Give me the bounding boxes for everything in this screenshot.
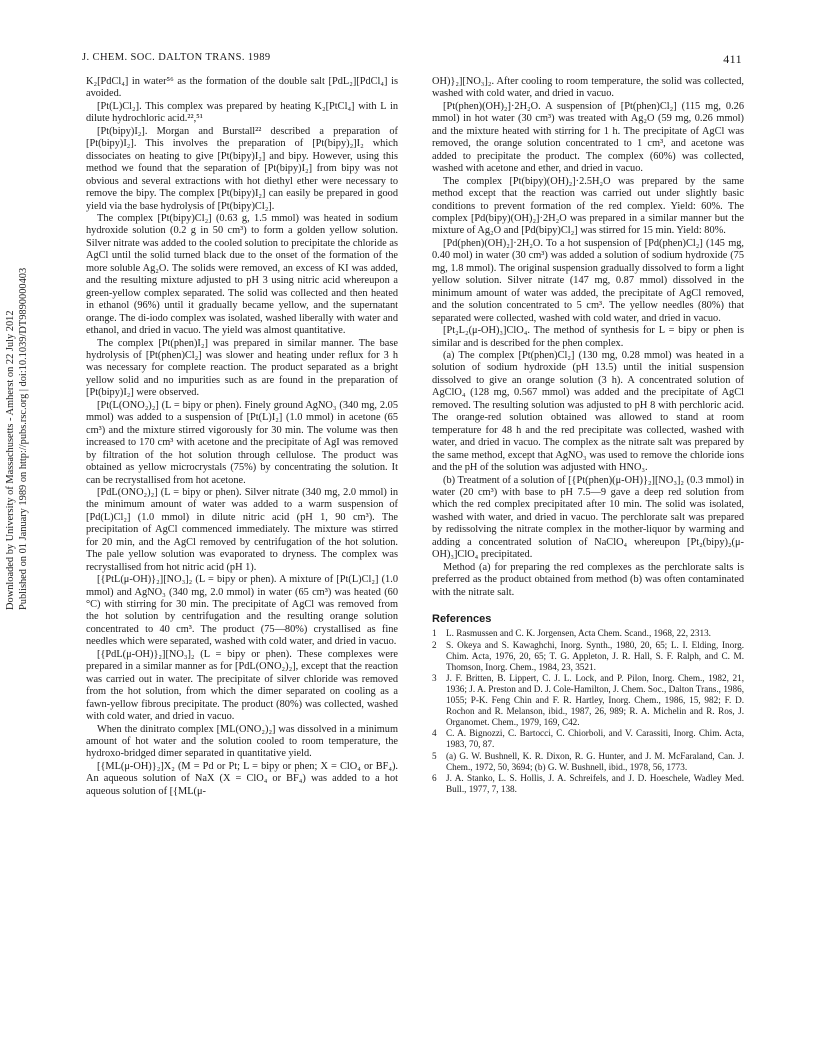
references-heading: References [432,613,492,626]
paragraph: When the dinitrato complex [ML(ONO₂)₂] was dissolved in a minimum amount of hot water and the solution cooled to room temperature, the hydroxo-bridged dimer separated in quantitative yield. [86,723,398,760]
journal-title: J. CHEM. SOC. DALTON TRANS. 1989 [82,52,271,63]
paragraph: OH)}₂][NO₃]₂. After cooling to room temperature, the solid was collected, washed with cold water, and dried in vacuo. [432,76,744,100]
paragraph: [Pt(bipy)I₂]. Morgan and Burstall²² described a preparation of [Pt(bipy)I₂]. This involves the preparation of [Pt(bipy)₂]I₂ which dissociates on heating to give [Pt(bipy)I₂] and bipy. However, using this method we found that the separation of [Pt(bipy)I₂] from bipy was not obvious and several extractions with hot diethyl ether were necessary to remove the bipy. The complex [Pt(bipy)I₂] can easily be prepared in good yield via the base hydrolysis of [Pt(bipy)Cl₂]. [86,125,398,212]
paragraph: [Pt(L)Cl₂]. This complex was prepared by heating K₂[PtCl₄] with L in dilute hydrochloric acid.²²,⁵¹ [86,100,398,125]
reference-item [432,773,744,795]
paragraph: (b) Treatment of a solution of [{Pt(phen)(μ-OH)}₂][NO₃]₂ (0.3 mmol) in water (20 cm³) with base to pH 7.5—9 gave a deep red solution from which the red complex precipitated after 10 min. The solid was isolated, washed with water, and dried in vacuo. The perchlorate salt was prepared by redissolving the nitrate complex in the mother-liquor by warming and adding a concentrated solution of NaClO₄ whereupon [Pt₂(bipy)₂(μ-OH)₃]ClO₄ precipitated. [432,474,744,561]
paragraph: [Pt₂L₂(μ-OH)₃]ClO₄. The method of synthesis for L = bipy or phen is similar and is described for the phen complex. [432,325,744,349]
paragraph: (a) The complex [Pt(phen)Cl₂] (130 mg, 0.28 mmol) was heated in a solution of sodium hydroxide (pH 13.5) until the initial suspension dissolved to give an orange solution (3 h). A concentrated solution of AgClO₄ (128 mg, 0.567 mmol) was added and the precipitate of AgCl removed. The resulting solution was adjusted to pH 8 with perchloric acid. The orange-red solution obtained was allowed to stand at room temperature for 48 h and the red precipitate was collected, washed with water, and dried in vacuo. The complex as the nitrate salt was prepared by the same method, except that AgNO₃ was used to remove the chloride ions and the pH of the solution was adjusted with HNO₃. [432,349,744,474]
reference-item [432,673,744,728]
reference-text: J. A. Stanko, L. S. Hollis, J. A. Schreifels, and J. D. Hoeschele, Wadley Med. Bull., 1977, 7, 138. [446,772,744,794]
reference-item [432,640,744,673]
paragraph: [PdL(ONO₂)₂] (L = bipy or phen). Silver nitrate (340 mg, 2.0 mmol) in the minimum amount of water was added to a warm suspension of [Pd(L)Cl₂] (1.0 mmol) in dilute nitric acid (pH 1, 90 cm³). The precipitation of AgCl commenced immediately. The mixture was stirred for 20 min, and the AgCl removed by centrifugation of the hot solution. The pale yellow solution was evaporated to dryness. The complex was recrystallised from hot nitric acid (pH 1). [86,486,398,573]
page-number: 411 [723,52,742,66]
paragraph: [Pt(phen)(OH)₂]·2H₂O. A suspension of [Pt(phen)Cl₂] (115 mg, 0.26 mmol) in hot water (30 cm³) was treated with Ag₂O (59 mg, 0.26 mmol) and the mixture heated with stirring for 1 h. The precipitate of AgCl was removed, the orange solution concentrated to 1 cm³, and acetone was added to precipitate the product. The complex (60%) was collected, washed with acetone and ether, and dried in vacuo. [432,100,744,175]
paragraph: Method (a) for preparing the red complexes as the perchlorate salts is preferred as the product obtained from method (b) was often contaminated with the nitrate salt. [432,561,744,598]
reference-item [432,728,744,750]
reference-text: J. F. Britten, B. Lippert, C. J. L. Lock, and P. Pilon, Inorg. Chem., 1982, 21, 1936; J. A. Preston and D. J. Cole-Hamilton, J. Chem. Soc., Dalton Trans., 1986, 1055; P-K. Feng Chin and F. R. Hartley, Inorg. Chem., 1986, 15, 982; F. D. Rochon and R. Melanson, ibid., 1987, 26, 989; R. A. Michelin and R. Ros, J. Organomet. Chem., 1979, 169, C42. [446,672,744,728]
watermark-line-1: Downloaded by University of Massachusetts - Amherst on 22 July 2012 [5,310,16,610]
reference-number: 2 [432,639,437,650]
reference-text: S. Okeya and S. Kawaghchi, Inorg. Synth., 1980, 20, 65; L. I. Elding, Inorg. Chim. Acta, 1976, 20, 65; T. G. Appleton, J. R. Hall, S. F. Ralph, and C. M. Thomson, Inorg. Chem., 1984, 23, 3521. [446,639,744,672]
reference-number: 3 [432,672,437,683]
paragraph: The complex [Pt(bipy)(OH)₂]·2.5H₂O was prepared by the same method except that the reaction was carried out under slightly basic conditions to prevent formation of the red complex. Yield: 60%. The complex [Pd(bipy)(OH)₂]·2H₂O was prepared in a similar manner but the mixture of Ag₂O and [Pd(bipy)Cl₂] was stirred for 15 min. Yield: 80%. [432,175,744,237]
watermark-line-2: Published on 01 January 1989 on http://pubs.rsc.org | doi:10.1039/DT9890000403 [18,267,29,610]
paragraph: [{ML(μ-OH)}₂]X₂ (M = Pd or Pt; L = bipy or phen; X = ClO₄ or BF₄). An aqueous solution of NaX (X = ClO₄ or BF₄) was added to a hot aqueous solution of [{ML(μ- [86,760,398,797]
reference-number: 4 [432,728,437,739]
reference-item [432,751,744,773]
reference-text: L. Rasmussen and C. K. Jorgensen, Acta Chem. Scand., 1968, 22, 2313. [446,628,711,639]
left-column [86,76,398,798]
reference-text: C. A. Bignozzi, C. Bartocci, C. Chiorboli, and V. Carassiti, Inorg. Chim. Acta, 1983, 70, 87. [446,728,744,750]
paragraph: The complex [Pt(phen)I₂] was prepared in similar manner. The base hydrolysis of [Pt(phen)Cl₂] was slower and heating under reflux for 3 h was necessary for complete reaction. The product separated as a bright yellow solid and no impurities such as are found in the preparation of [Pt(bipy)I₂] were observed. [86,337,398,399]
paragraph: [{PdL(μ-OH)}₂][NO₃]₂ (L = bipy or phen). These complexes were prepared in a similar manner as for [PdL(ONO₂)₂], except that the reaction was carried out in water. The precipitate of silver chloride was removed from the hot solution, from which the dimer separated on cooling as a fawn-yellow fibrous precipitate. The product (80%) was collected, washed with cold water, and dried in vacuo. [86,648,398,723]
paragraph: K₂[PdCl₄] in water⁵⁶ as the formation of the double salt [PdL₂][PdCl₄] is avoided. [86,76,398,100]
reference-number: 1 [432,628,437,639]
right-column [432,76,744,795]
reference-number: 6 [432,772,437,783]
paragraph: [Pd(phen)(OH)₂]·2H₂O. To a hot suspension of [Pd(phen)Cl₂] (145 mg, 0.40 mol) in water (30 cm³) was added a solution of sodium hydroxide (75 mg, 1.8 mmol). The original suspension gradually dissolved to form a light yellow solution. Silver nitrate (147 mg, 0.87 mmol) dissolved in the minimum amount of water was added, the precipitate of AgCl removed, and the solution concentrated to 5 cm³. The yellow needles (80%) that separated were collected, washed with cold water, and dried in vacuo. [432,237,744,324]
running-head [82,52,742,68]
paragraph: The complex [Pt(bipy)Cl₂] (0.63 g, 1.5 mmol) was heated in sodium hydroxide solution (0.2 g in 50 cm³) to form a golden yellow solution. Silver nitrate was added to the cooled solution to precipitate the chloride as AgCl until the solid turned black due to the onset of the formation of the more soluble Ag₂O. The solids were removed, an excess of KI was added, and the resulting mixture adjusted to pH 3 using nitric acid whereupon a green-yellow complex separated. The solid was collected and then heated in ethanol (96%) until it gradually became yellow, and the supernatant orange. The di-iodo complex was isolated, washed liberally with water and ethanol, and dried in vacuo. The yield was almost quantitative. [86,212,398,337]
reference-number: 5 [432,750,437,761]
reference-list [432,628,744,794]
paragraph: [{PtL(μ-OH)}₂][NO₃]₂ (L = bipy or phen). A mixture of [Pt(L)Cl₂] (1.0 mmol) and AgNO₃ (340 mg, 2.0 mmol) in water (65 cm³) was heated (60 °C) with stirring for 30 min. The precipitate of AgCl was removed from the hot solution by centrifugation and the resulting orange solution concentrated to 40 cm³. The product (75—80%) crystallised as fine needles which were separated, washed with cold water, and dried in vacuo. [86,574,398,648]
download-watermark [4,267,29,610]
reference-item [432,628,744,639]
paragraph: [Pt(L(ONO₂)₂] (L = bipy or phen). Finely ground AgNO₃ (340 mg, 2.05 mmol) was added to a suspension of [Pt(L)I₂] (1.0 mmol) in acetone (65 cm³) and the mixture stirred vigorously for 30 min. The volume was then increased to 170 cm³ with acetone and the precipitate of AgI was removed by filtration of the hot solution through cellulose. The product was obtained as yellow microcrystals (75%) by concentrating the solution. It can be recrystallised from hot acetone. [86,399,398,486]
reference-text: (a) G. W. Bushnell, K. R. Dixon, R. G. Hunter, and J. M. McFaraland, Can. J. Chem., 1972, 50, 3694; (b) G. W. Bushnell, ibid., 1978, 56, 1773. [446,750,744,772]
